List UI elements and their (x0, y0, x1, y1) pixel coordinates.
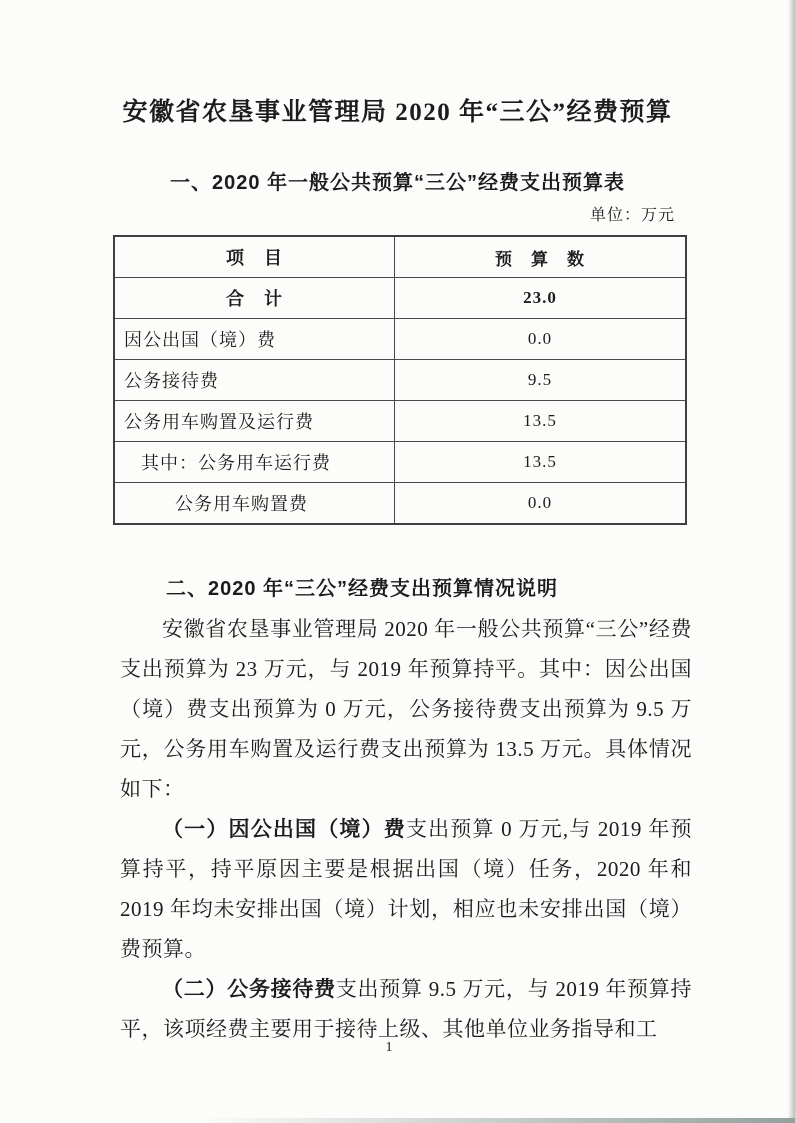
cell-value-abroad: 0.0 (394, 319, 685, 359)
table-row-vehicle-purchase (115, 482, 685, 523)
scan-edge-bottom (200, 1118, 795, 1123)
paragraph-overview (120, 609, 692, 809)
paragraph-abroad (120, 809, 692, 969)
header-cell-item: 项 目 (226, 248, 283, 268)
table-row-vehicle-operation (115, 441, 685, 482)
paragraph-abroad-lead: （一）因公出国（境）费 (162, 817, 406, 841)
paragraph-reception (120, 969, 692, 1049)
section2-heading: 二、2020 年“三公”经费支出预算情况说明 (166, 578, 559, 600)
table-row-total (115, 277, 685, 318)
cell-value-vehicle-total: 13.5 (394, 401, 685, 441)
cell-value-vehicle-operation: 13.5 (394, 442, 685, 482)
cell-item-total: 合 计 (226, 289, 283, 309)
table-row-vehicle-total (115, 400, 685, 441)
document-title: 安徽省农垦事业管理局 2020 年“三公”经费预算 (122, 99, 673, 126)
header-cell-budget: 预 算 数 (394, 237, 685, 277)
table-header-row (115, 237, 685, 277)
section1-heading: 一、2020 年一般公共预算“三公”经费支出预算表 (169, 172, 626, 194)
cell-item-vehicle-total: 公务用车购置及运行费 (124, 412, 314, 432)
cell-item-vehicle-operation: 其中：公务用车运行费 (141, 453, 331, 473)
section2 (120, 569, 692, 1049)
table-row-abroad (115, 318, 685, 359)
paragraph-abroad-text: 支出预算 0 万元,与 2019 年预算持平，持平原因主要是根据出国（境）任务，2020 年和 2019 年均未安排出国（境）计划，相应也未安排出国（境）费预算。 (120, 817, 693, 961)
page-number: 1 (385, 1040, 393, 1055)
budget-table (113, 235, 687, 525)
paragraph-overview-text: 安徽省农垦事业管理局 2020 年一般公共预算“三公”经费支出预算为 23 万元，与 2019 年预算持平。其中：因公出国（境）费支出预算为 0 万元，公务接待费支出预算为 9.5 万元，公务用车购置及运行费支出预算为 13.5 万元。具体情况如下： (120, 617, 692, 801)
scan-edge-right (788, 0, 795, 1123)
unit-label: 单位：万元 (589, 207, 675, 224)
paragraph-reception-text: 支出预算 9.5 万元，与 2019 年预算持平，该项经费主要用于接待上级、其他单位业务指导和工 (120, 977, 693, 1041)
cell-item-vehicle-purchase: 公务用车购置费 (175, 494, 308, 514)
cell-value-vehicle-purchase: 0.0 (394, 483, 685, 523)
cell-item-abroad: 因公出国（境）费 (124, 330, 276, 350)
cell-value-total: 23.0 (394, 278, 685, 318)
cell-item-reception: 公务接待费 (124, 371, 219, 391)
table-row-reception (115, 359, 685, 400)
paragraph-reception-lead: （二）公务接待费 (162, 977, 336, 1001)
cell-value-reception: 9.5 (394, 360, 685, 400)
